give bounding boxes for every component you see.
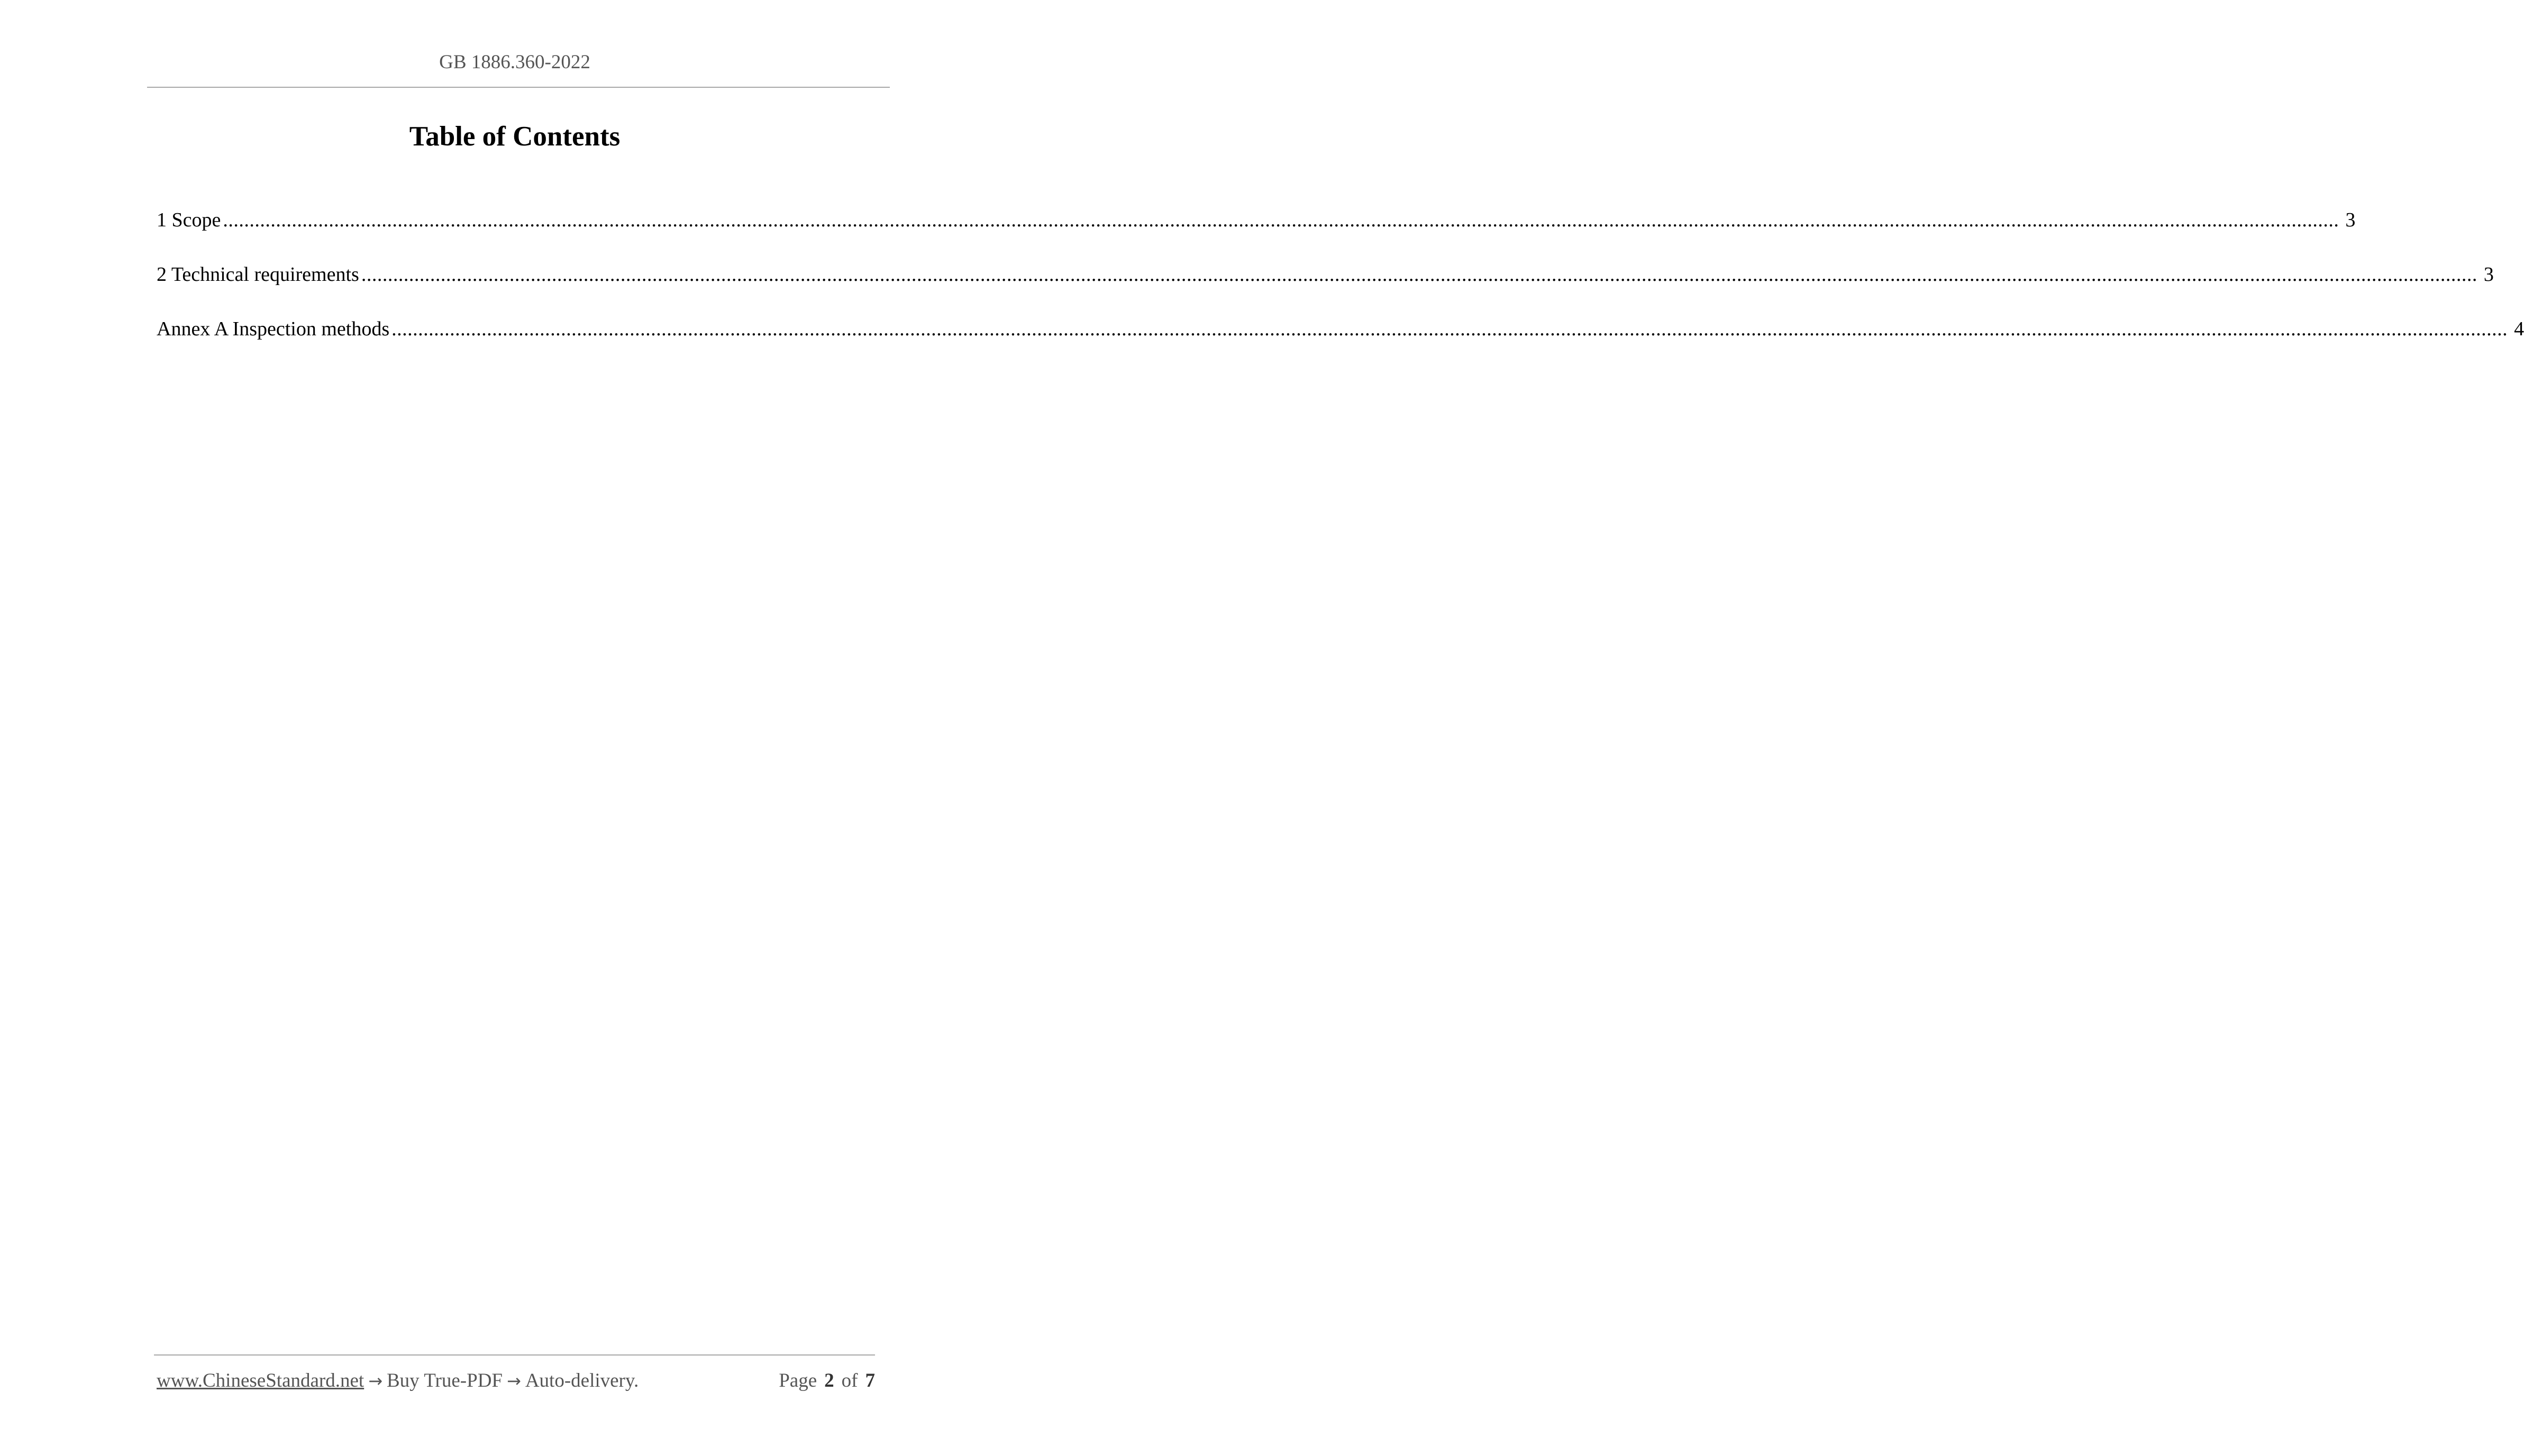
toc-dot-leader: ................................................................................................................................................................................................................................................................................................................................................................................................................ xyxy=(391,318,2508,340)
header-divider xyxy=(147,87,890,88)
site-link[interactable]: www.ChineseStandard.net xyxy=(157,1370,365,1391)
current-page-number: 2 xyxy=(824,1370,834,1391)
toc-entry-label: 2 Technical requirements xyxy=(157,263,359,286)
header-standard-code: GB 1886.360-2022 xyxy=(439,51,590,73)
page-title: Table of Contents xyxy=(409,121,621,152)
buy-true-pdf-text: Buy True-PDF xyxy=(387,1370,503,1391)
toc-entry-scope[interactable] xyxy=(157,205,2356,260)
table-of-contents xyxy=(157,205,2524,369)
toc-entry-page-number: 3 xyxy=(2483,263,2494,286)
arrow-right-icon: → xyxy=(507,1371,521,1391)
toc-entry-technical-requirements[interactable] xyxy=(157,260,2494,314)
toc-entry-page-number: 3 xyxy=(2345,209,2356,231)
toc-entry-annex-a[interactable] xyxy=(157,314,2524,369)
toc-entry-label: 1 Scope xyxy=(157,209,221,231)
footer-divider xyxy=(154,1354,875,1356)
toc-dot-leader: ................................................................................................................................................................................................................................................................................................................................................................................................................ xyxy=(361,263,2477,286)
of-word: of xyxy=(841,1370,858,1391)
page-word: Page xyxy=(779,1370,817,1391)
page-indicator xyxy=(779,1368,875,1394)
toc-entry-label: Annex A Inspection methods xyxy=(157,318,390,340)
toc-dot-leader: ................................................................................................................................................................................................................................................................................................................................................................................................................ xyxy=(223,209,2339,231)
footer-promo xyxy=(157,1368,639,1394)
total-pages-number: 7 xyxy=(865,1370,875,1391)
toc-entry-page-number: 4 xyxy=(2514,318,2524,340)
arrow-right-icon: → xyxy=(368,1371,382,1391)
page-footer xyxy=(157,1368,875,1394)
auto-delivery-text: Auto-delivery. xyxy=(525,1370,639,1391)
